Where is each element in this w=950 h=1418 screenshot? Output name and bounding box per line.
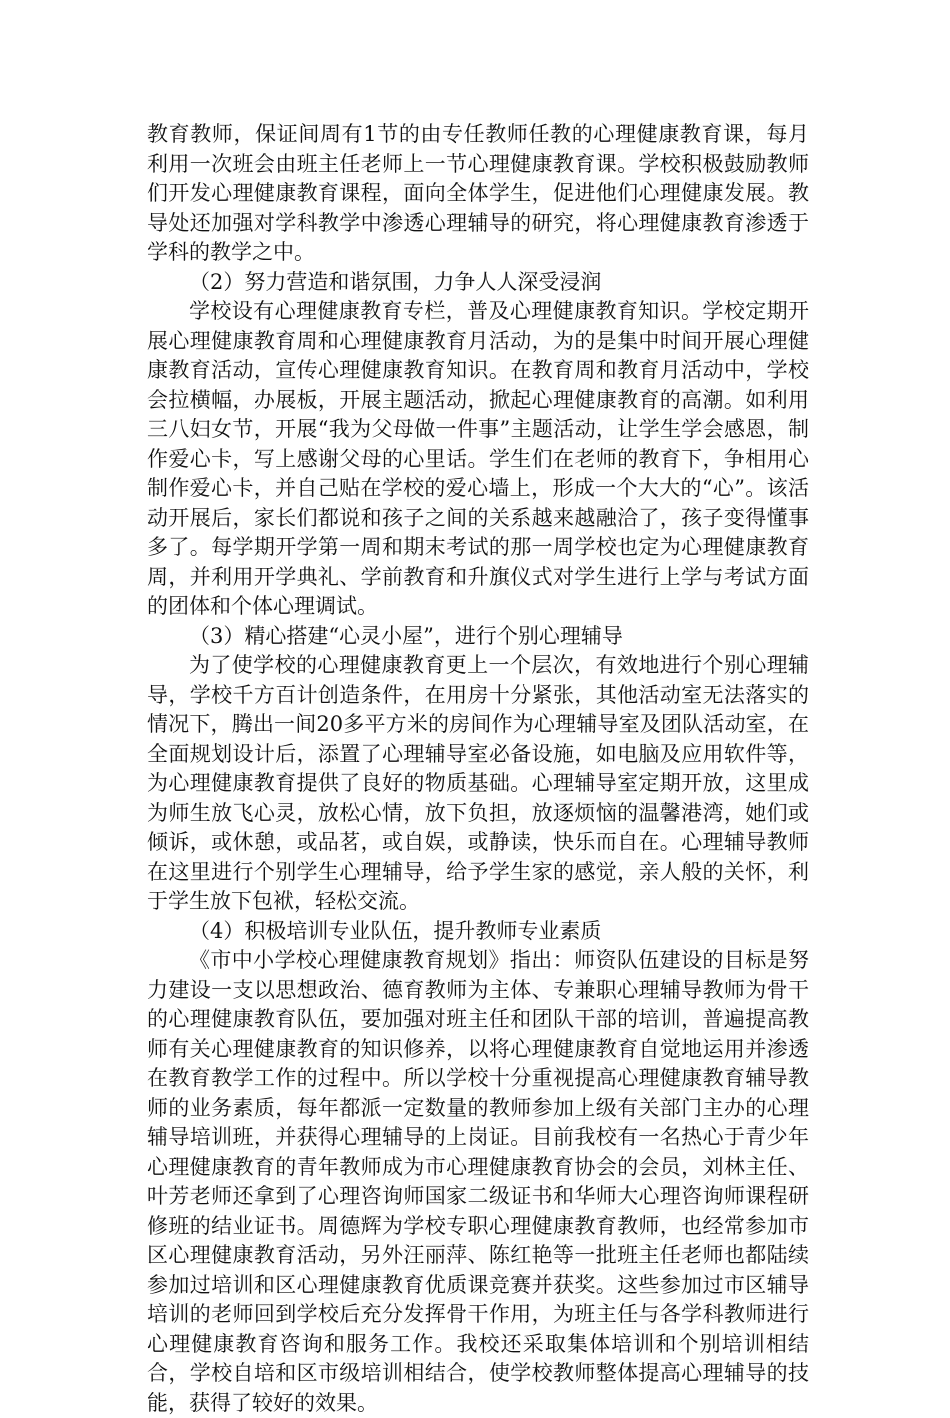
- paragraph-curriculum-continuation: 教育教师，保证间周有1节的由专任教师任教的心理健康教育课，每月利用一次班会由班主任老师上一节心理健康教育课。学校积极鼓励教师们开发心理健康教育课程，面向全体学生，促进他们心理健康发展。教导处还加强对学科教学中渗透心理辅导的研究，将心理健康教育渗透于学科的教学之中。: [147, 122, 809, 264]
- section-heading-3: （3）精心搭建“心灵小屋”，进行个别心理辅导: [189, 623, 623, 648]
- section-heading-4: （4）积极培训专业队伍，提升教师专业素质: [189, 918, 602, 943]
- document-body: [147, 120, 809, 1418]
- paragraph-atmosphere: 学校设有心理健康教育专栏，普及心理健康教育知识。学校定期开展心理健康教育周和心理健康教育月活动，为的是集中时间开展心理健康教育活动，宣传心理健康教育知识。在教育周和教育月活动中，学校会拉横幅，办展板，开展主题活动，掀起心理健康教育的高潮。如利用三八妇女节，开展“我为父母做一件事”主题活动，让学生学会感恩，制作爱心卡，写上感谢父母的心里话。学生们在老师的教育下，争相用心制作爱心卡，并自己贴在学校的爱心墙上，形成一个大大的“心”。该活动开展后，家长们都说和孩子之间的关系越来越融洽了，孩子变得懂事多了。每学期开学第一周和期末考试的那一周学校也定为心理健康教育周，并利用开学典礼、学前教育和升旗仪式对学生进行上学与考试方面的团体和个体心理调试。: [147, 299, 809, 618]
- paragraph-counseling-room: 为了使学校的心理健康教育更上一个层次，有效地进行个别心理辅导，学校千方百计创造条件，在用房十分紧张，其他活动室无法落实的情况下，腾出一间20多平方米的房间作为心理辅导室及团队活动室，在全面规划设计后，添置了心理辅导室必备设施，如电脑及应用软件等，为心理健康教育提供了良好的物质基础。心理辅导室定期开放，这里成为师生放飞心灵，放松心情，放下负担，放逐烦恼的温馨港湾，她们或倾诉，或休憩，或品茗，或自娱，或静读，快乐而自在。心理辅导教师在这里进行个别学生心理辅导，给予学生家的感觉，亲人般的关怀，利于学生放下包袱，轻松交流。: [147, 653, 809, 913]
- section-heading-2: （2）努力营造和谐氛围，力争人人深受浸润: [189, 269, 602, 294]
- paragraph-teacher-training: 《市中小学校心理健康教育规划》指出：师资队伍建设的目标是努力建设一支以思想政治、德育教师为主体、专兼职心理辅导教师为骨干的心理健康教育队伍，要加强对班主任和团队干部的培训，普遍提高教师有关心理健康教育的知识修养，以将心理健康教育自觉地运用并渗透在教育教学工作的过程中。所以学校十分重视提高心理健康教育辅导教师的业务素质，每年都派一定数量的教师参加上级有关部门主办的心理辅导培训班，并获得心理辅导的上岗证。目前我校有一名热心于青少年心理健康教育的青年教师成为市心理健康教育协会的会员，刘林主任、叶芳老师还拿到了心理咨询师国家二级证书和华师大心理咨询师课程研修班的结业证书。周德辉为学校专职心理健康教育教师，也经常参加市区心理健康教育活动，另外汪丽萍、陈红艳等一批班主任老师也都陆续参加过培训和区心理健康教育优质课竞赛并获奖。这些参加过市区辅导培训的老师回到学校后充分发挥骨干作用，为班主任与各学科教师进行心理健康教育咨询和服务工作。我校还采取集体培训和个别培训相结合，学校自培和区市级培训相结合，使学校教师整体提高心理辅导的技能，获得了较好的效果。: [147, 948, 809, 1415]
